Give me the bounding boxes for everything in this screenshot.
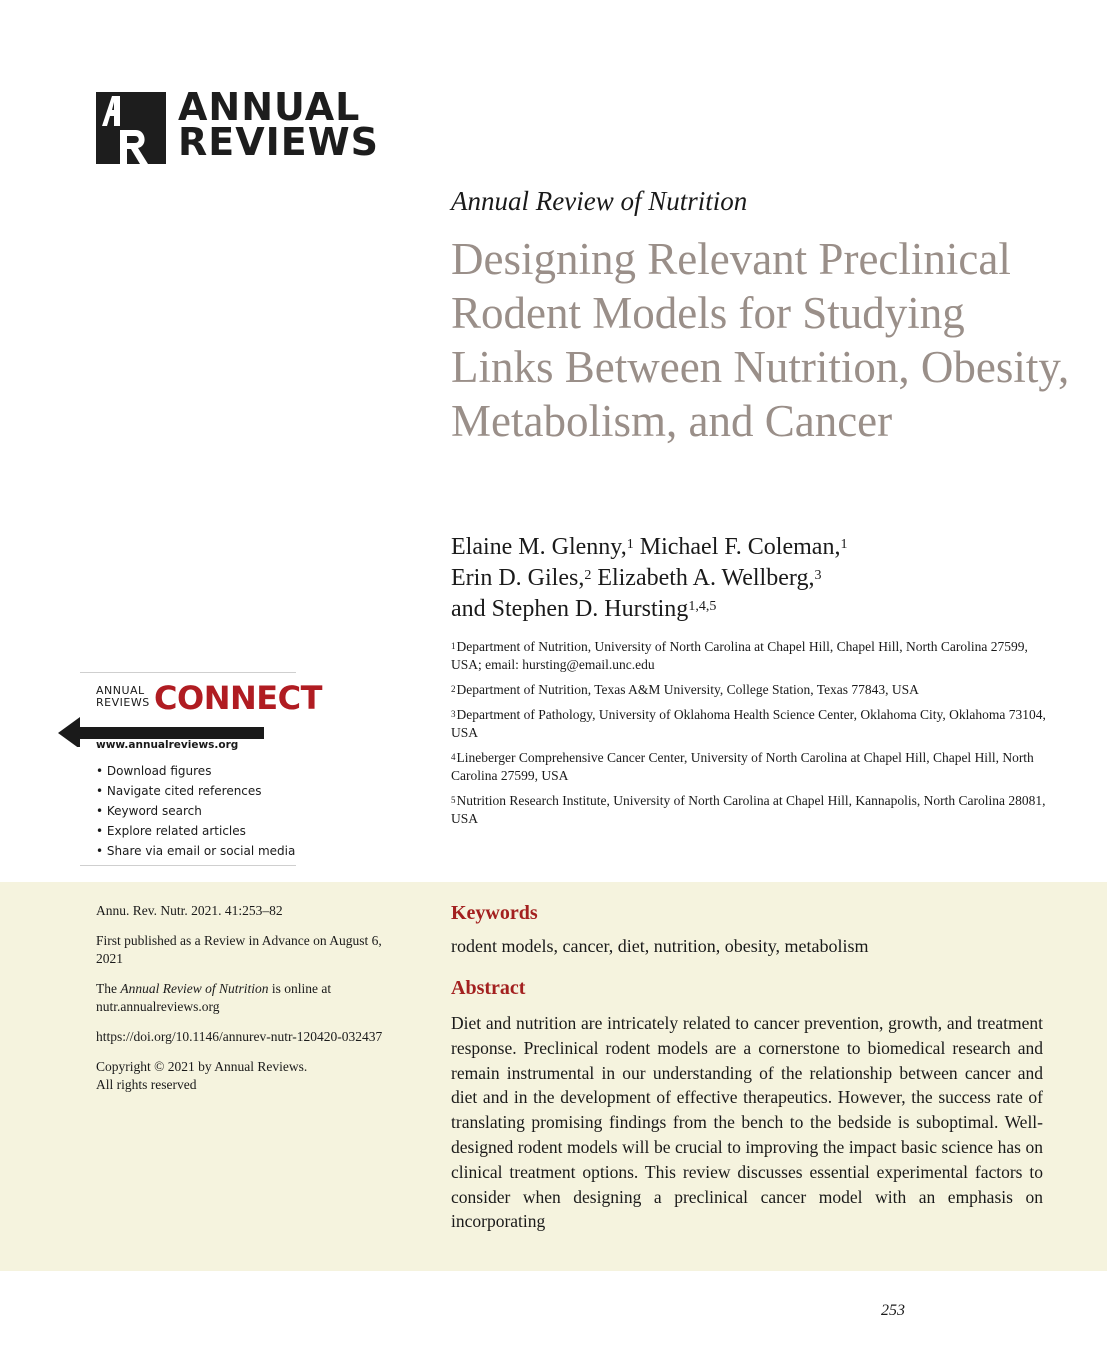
affiliation — [451, 638, 1051, 674]
affiliation-text: Department of Nutrition, Texas A&M University, College Station, Texas 77843, USA — [456, 682, 919, 697]
affiliation-list — [451, 638, 1051, 835]
list-item: • Explore related articles — [96, 824, 246, 838]
author-name: Michael F. Coleman, — [639, 534, 841, 560]
connect-feature-list — [96, 761, 295, 861]
keywords-heading: Keywords — [451, 902, 538, 924]
ar-logo-mark-icon — [96, 92, 166, 164]
list-item: • Keyword search — [96, 804, 202, 818]
author-affil-sup: 3 — [814, 568, 822, 583]
rights-line: All rights reserved — [96, 1077, 197, 1092]
author-name: Elizabeth A. Wellberg, — [597, 565, 815, 591]
author-affil-sup: 1 — [840, 537, 848, 552]
affiliation — [451, 706, 1051, 742]
affiliation — [451, 749, 1051, 785]
affiliation-text: Department of Pathology, University of Oklahoma Health Science Center, Oklahoma City, Oklahoma 73104, USA — [451, 707, 1046, 740]
publish-date: First published as a Review in Advance on August 6, 2021 — [96, 933, 382, 966]
affiliation-number: 1 — [451, 641, 456, 651]
affiliation — [451, 792, 1051, 828]
author-name: Erin D. Giles, — [451, 565, 585, 591]
affiliation-number: 4 — [451, 752, 456, 762]
online-info — [96, 980, 396, 1016]
connect-url-link[interactable]: www.annualreviews.org — [96, 739, 239, 751]
logo-line-reviews: REVIEWS — [178, 120, 380, 164]
keywords-text: rodent models, cancer, diet, nutrition, obesity, metabolism — [451, 936, 869, 956]
affiliation-text: Department of Nutrition, University of North Carolina at Chapel Hill, Chapel Hill, North Carolina 27599, USA; email: hursting@email.unc.edu — [451, 639, 1028, 672]
connect-reviews-text: REVIEWS — [96, 696, 150, 709]
abstract-heading: Abstract — [451, 977, 526, 999]
copyright-line: Copyright © 2021 by Annual Reviews. — [96, 1059, 308, 1074]
affiliation — [451, 681, 1051, 699]
abstract-text: Diet and nutrition are intricately related to cancer prevention, growth, and treatment response. Preclinical rodent models are a cornerstone to biomedical research and remain instrumental in our understanding of the relationship between cancer and diet and in the development of effective therapeutics. However, the success rate of translating promising findings from the bench to the bedside is suboptimal. Well-designed rodent models will be crucial to improving the impact basic science has on clinical treatment options. This review discusses essential experimental factors to consider when designing a preclinical cancer model with an emphasis on incorporating — [451, 1013, 1043, 1232]
connect-heading: CONNECT — [154, 679, 322, 717]
affiliation-number: 3 — [451, 709, 456, 719]
page-number: 253 — [881, 1302, 905, 1319]
online-prefix: The — [96, 981, 121, 996]
author-name: Elaine M. Glenny, — [451, 534, 627, 560]
connect-small-label — [96, 685, 150, 709]
author-name: and Stephen D. Hursting — [451, 596, 689, 622]
logo-line-annual: ANNUAL — [178, 85, 361, 129]
article-meta — [96, 902, 396, 1106]
online-suffix: is online at nutr.annualreviews.org — [96, 981, 332, 1014]
affiliation-text: Nutrition Research Institute, University of North Carolina at Chapel Hill, Kannapolis, North Carolina 28081, USA — [451, 793, 1046, 826]
author-list — [451, 532, 1071, 625]
article-title: Designing Relevant Preclinical Rodent Models for Studying Links Between Nutrition, Obesity, Metabolism, and Cancer — [451, 234, 1070, 446]
annual-reviews-logo — [96, 85, 380, 166]
doi-link[interactable]: https://doi.org/10.1146/annurev-nutr-120420-032437 — [96, 1029, 383, 1044]
citation: Annu. Rev. Nutr. 2021. 41:253–82 — [96, 903, 283, 918]
author-affil-sup: 1 — [626, 537, 634, 552]
author-affil-sup: 2 — [584, 568, 592, 583]
copyright — [96, 1058, 396, 1094]
affiliation-text: Lineberger Comprehensive Cancer Center, University of North Carolina at Chapel Hill, Chapel Hill, North Carolina 27599, USA — [451, 750, 1034, 783]
connect-annual-text: ANNUAL — [96, 684, 145, 697]
logo-wordmark — [178, 85, 380, 164]
affiliation-number: 5 — [451, 795, 456, 805]
online-journal: Annual Review of Nutrition — [120, 981, 269, 996]
journal-name: Annual Review of Nutrition — [451, 186, 748, 216]
affiliation-number: 2 — [451, 684, 456, 694]
annual-reviews-connect-box[interactable] — [80, 672, 322, 866]
list-item: • Navigate cited references — [96, 784, 262, 798]
list-item: • Share via email or social media — [96, 844, 296, 858]
list-item: • Download figures — [96, 764, 212, 778]
author-affil-sup: 1,4,5 — [688, 599, 717, 614]
